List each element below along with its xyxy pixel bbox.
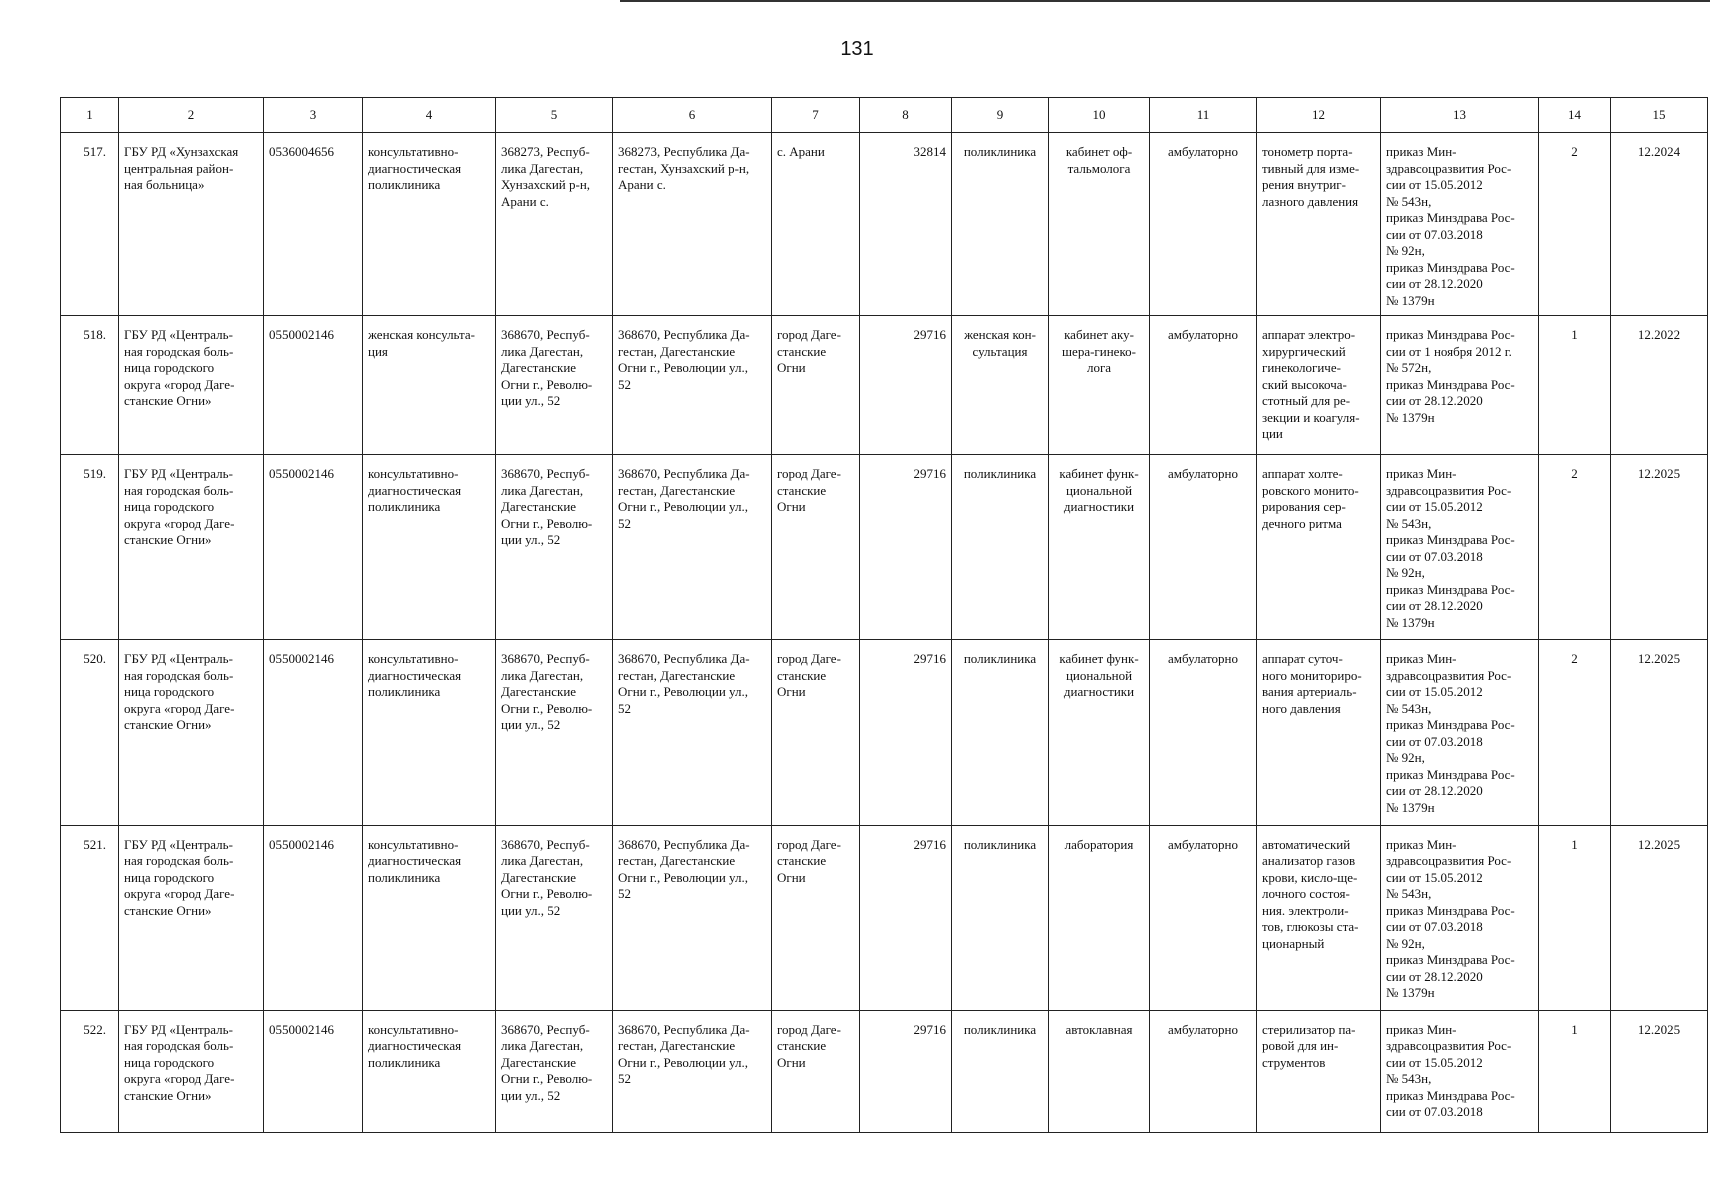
column-header: 14 xyxy=(1539,98,1611,133)
quantity-cell: 1 xyxy=(1539,316,1611,455)
inn-cell: 0550002146 xyxy=(264,316,363,455)
room-cell: кабинет функ- циональной диагностики xyxy=(1049,455,1150,640)
inn-cell: 0550002146 xyxy=(264,1010,363,1132)
unit-cell: поликлиника xyxy=(952,1010,1049,1132)
basis-cell: приказ Минздрава Рос- сии от 1 ноября 2012 г. № 572н, приказ Минздрава Рос- сии от 28.12.2020 № 1379н xyxy=(1381,316,1539,455)
date-cell: 12.2022 xyxy=(1611,316,1708,455)
legal-address-cell: 368670, Респуб- лика Дагестан, Дагестанские Огни г., Револю- ции ул., 52 xyxy=(496,825,613,1010)
code-cell: 32814 xyxy=(860,133,952,316)
column-header: 13 xyxy=(1381,98,1539,133)
room-cell: кабинет функ- циональной диагностики xyxy=(1049,640,1150,825)
basis-cell: приказ Мин- здравсоцразвития Рос- сии от 15.05.2012 № 543н, приказ Минздрава Рос- сии от 07.03.2018 xyxy=(1381,1010,1539,1132)
unit-cell: поликлиника xyxy=(952,455,1049,640)
basis-cell: приказ Мин- здравсоцразвития Рос- сии от 15.05.2012 № 543н, приказ Минздрава Рос- сии от 07.03.2018 № 92н, приказ Минздрава Рос- сии от 28.12.2020 № 1379н xyxy=(1381,640,1539,825)
code-cell: 29716 xyxy=(860,640,952,825)
mode-cell: амбулаторно xyxy=(1150,133,1257,316)
inn-cell: 0536004656 xyxy=(264,133,363,316)
date-cell: 12.2025 xyxy=(1611,640,1708,825)
row-number: 522. xyxy=(61,1010,119,1132)
row-number: 518. xyxy=(61,316,119,455)
equipment-registry-table xyxy=(60,97,1708,1133)
table-row xyxy=(61,455,1708,640)
page-number: 131 xyxy=(840,38,874,60)
actual-address-cell: 368670, Республика Да- гестан, Дагестанские Огни г., Революции ул., 52 xyxy=(613,455,772,640)
column-header: 11 xyxy=(1150,98,1257,133)
inn-cell: 0550002146 xyxy=(264,455,363,640)
basis-cell: приказ Мин- здравсоцразвития Рос- сии от 15.05.2012 № 543н, приказ Минздрава Рос- сии от 07.03.2018 № 92н, приказ Минздрава Рос- сии от 28.12.2020 № 1379н xyxy=(1381,825,1539,1010)
column-header: 12 xyxy=(1257,98,1381,133)
quantity-cell: 2 xyxy=(1539,455,1611,640)
row-number: 520. xyxy=(61,640,119,825)
unit-cell: женская кон- сультация xyxy=(952,316,1049,455)
date-cell: 12.2025 xyxy=(1611,455,1708,640)
inn-cell: 0550002146 xyxy=(264,825,363,1010)
locality-cell: город Даге- станские Огни xyxy=(772,455,860,640)
top-border-line xyxy=(620,0,1710,2)
quantity-cell: 2 xyxy=(1539,133,1611,316)
actual-address-cell: 368670, Республика Да- гестан, Дагестанские Огни г., Революции ул., 52 xyxy=(613,640,772,825)
table-row xyxy=(61,825,1708,1010)
column-header: 7 xyxy=(772,98,860,133)
legal-address-cell: 368670, Респуб- лика Дагестан, Дагестанские Огни г., Револю- ции ул., 52 xyxy=(496,1010,613,1132)
code-cell: 29716 xyxy=(860,825,952,1010)
column-header: 3 xyxy=(264,98,363,133)
header-row xyxy=(61,98,1708,133)
quantity-cell: 1 xyxy=(1539,1010,1611,1132)
mode-cell: амбулаторно xyxy=(1150,316,1257,455)
column-header: 5 xyxy=(496,98,613,133)
table-row xyxy=(61,1010,1708,1132)
equipment-cell: автоматический анализатор газов крови, кисло-ще- лочного состоя- ния. электроли- тов, глюкозы ста- ционарный xyxy=(1257,825,1381,1010)
room-cell: автоклавная xyxy=(1049,1010,1150,1132)
mode-cell: амбулаторно xyxy=(1150,640,1257,825)
basis-cell: приказ Мин- здравсоцразвития Рос- сии от 15.05.2012 № 543н, приказ Минздрава Рос- сии от 07.03.2018 № 92н, приказ Минздрава Рос- сии от 28.12.2020 № 1379н xyxy=(1381,133,1539,316)
quantity-cell: 2 xyxy=(1539,640,1611,825)
facility-type-cell: консультативно- диагностическая поликлиника xyxy=(363,1010,496,1132)
room-cell: кабинет оф- тальмолога xyxy=(1049,133,1150,316)
unit-cell: поликлиника xyxy=(952,133,1049,316)
row-number: 521. xyxy=(61,825,119,1010)
organization-cell: ГБУ РД «Централь- ная городская боль- ница городского округа «город Даге- станские Огни» xyxy=(119,316,264,455)
actual-address-cell: 368670, Республика Да- гестан, Дагестанские Огни г., Революции ул., 52 xyxy=(613,316,772,455)
facility-type-cell: консультативно- диагностическая поликлиника xyxy=(363,133,496,316)
code-cell: 29716 xyxy=(860,455,952,640)
actual-address-cell: 368273, Республика Да- гестан, Хунзахский р-н, Арани с. xyxy=(613,133,772,316)
equipment-cell: стерилизатор па- ровой для ин- струментов xyxy=(1257,1010,1381,1132)
facility-type-cell: консультативно- диагностическая поликлиника xyxy=(363,640,496,825)
organization-cell: ГБУ РД «Централь- ная городская боль- ница городского округа «город Даге- станские Огни» xyxy=(119,825,264,1010)
date-cell: 12.2025 xyxy=(1611,1010,1708,1132)
column-header: 6 xyxy=(613,98,772,133)
organization-cell: ГБУ РД «Централь- ная городская боль- ница городского округа «город Даге- станские Огни» xyxy=(119,455,264,640)
quantity-cell: 1 xyxy=(1539,825,1611,1010)
unit-cell: поликлиника xyxy=(952,640,1049,825)
organization-cell: ГБУ РД «Централь- ная городская боль- ница городского округа «город Даге- станские Огни» xyxy=(119,1010,264,1132)
row-number: 517. xyxy=(61,133,119,316)
code-cell: 29716 xyxy=(860,316,952,455)
locality-cell: с. Арани xyxy=(772,133,860,316)
column-header: 10 xyxy=(1049,98,1150,133)
actual-address-cell: 368670, Республика Да- гестан, Дагестанские Огни г., Революции ул., 52 xyxy=(613,1010,772,1132)
basis-cell: приказ Мин- здравсоцразвития Рос- сии от 15.05.2012 № 543н, приказ Минздрава Рос- сии от 07.03.2018 № 92н, приказ Минздрава Рос- сии от 28.12.2020 № 1379н xyxy=(1381,455,1539,640)
column-header: 8 xyxy=(860,98,952,133)
organization-cell: ГБУ РД «Централь- ная городская боль- ница городского округа «город Даге- станские Огни» xyxy=(119,640,264,825)
equipment-cell: аппарат суточ- ного мониториро- вания артериаль- ного давления xyxy=(1257,640,1381,825)
mode-cell: амбулаторно xyxy=(1150,455,1257,640)
mode-cell: амбулаторно xyxy=(1150,1010,1257,1132)
mode-cell: амбулаторно xyxy=(1150,825,1257,1010)
inn-cell: 0550002146 xyxy=(264,640,363,825)
column-header: 4 xyxy=(363,98,496,133)
legal-address-cell: 368670, Респуб- лика Дагестан, Дагестанские Огни г., Револю- ции ул., 52 xyxy=(496,640,613,825)
date-cell: 12.2025 xyxy=(1611,825,1708,1010)
room-cell: кабинет аку- шера-гинеко- лога xyxy=(1049,316,1150,455)
locality-cell: город Даге- станские Огни xyxy=(772,316,860,455)
equipment-cell: аппарат холте- ровского монито- рирования сер- дечного ритма xyxy=(1257,455,1381,640)
locality-cell: город Даге- станские Огни xyxy=(772,640,860,825)
equipment-cell: тонометр порта- тивный для изме- рения внутриг- лазного давления xyxy=(1257,133,1381,316)
legal-address-cell: 368273, Респуб- лика Дагестан, Хунзахский р-н, Арани с. xyxy=(496,133,613,316)
organization-cell: ГБУ РД «Хунзахская центральная район- ная больница» xyxy=(119,133,264,316)
legal-address-cell: 368670, Респуб- лика Дагестан, Дагестанские Огни г., Револю- ции ул., 52 xyxy=(496,316,613,455)
table-row xyxy=(61,640,1708,825)
unit-cell: поликлиника xyxy=(952,825,1049,1010)
actual-address-cell: 368670, Республика Да- гестан, Дагестанские Огни г., Революции ул., 52 xyxy=(613,825,772,1010)
table-row xyxy=(61,133,1708,316)
date-cell: 12.2024 xyxy=(1611,133,1708,316)
code-cell: 29716 xyxy=(860,1010,952,1132)
facility-type-cell: консультативно- диагностическая поликлиника xyxy=(363,825,496,1010)
column-header: 1 xyxy=(61,98,119,133)
column-header: 15 xyxy=(1611,98,1708,133)
facility-type-cell: консультативно- диагностическая поликлиника xyxy=(363,455,496,640)
column-header: 9 xyxy=(952,98,1049,133)
facility-type-cell: женская консульта- ция xyxy=(363,316,496,455)
row-number: 519. xyxy=(61,455,119,640)
column-header: 2 xyxy=(119,98,264,133)
equipment-cell: аппарат электро- хирургический гинекологиче- ский высокоча- стотный для ре- зекции и коагуля- ции xyxy=(1257,316,1381,455)
locality-cell: город Даге- станские Огни xyxy=(772,825,860,1010)
table-row xyxy=(61,316,1708,455)
room-cell: лаборатория xyxy=(1049,825,1150,1010)
legal-address-cell: 368670, Респуб- лика Дагестан, Дагестанские Огни г., Револю- ции ул., 52 xyxy=(496,455,613,640)
locality-cell: город Даге- станские Огни xyxy=(772,1010,860,1132)
